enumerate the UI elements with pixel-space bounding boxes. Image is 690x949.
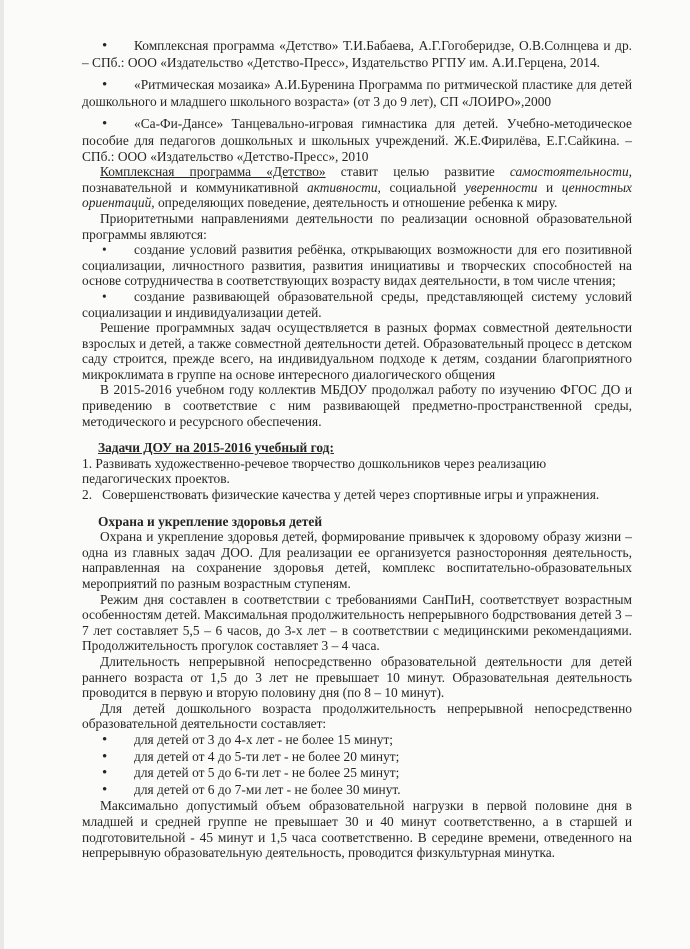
scan-edge xyxy=(0,0,4,949)
program-paragraph xyxy=(82,164,632,211)
reference-text: «Са-Фи-Дансе» Танцевально-игровая гимнастика для детей. Учебно-методическое пособие для педагогов дошкольных и школьных учреждений. Ж.Е.Фирилёва, Е.Г.Сайкина. – СПб.: ООО «Издательство «Детство-Пресс», 2010 xyxy=(82,116,632,164)
health-paragraph: Для детей дошкольного возраста продолжительность непрерывной непосредственно образовательной деятельности составляет: xyxy=(82,700,632,732)
bullet-icon: • xyxy=(102,731,108,748)
health-heading: Охрана и укрепление здоровья детей xyxy=(98,513,323,529)
bullet-icon: • xyxy=(102,288,107,304)
priority-text: создание развивающей образовательной среды, представляющей систему условий социализации и индивидуализации детей. xyxy=(82,288,632,320)
duration-list xyxy=(82,732,632,798)
bullet-icon: • xyxy=(102,765,108,782)
reference-text: «Ритмическая мозаика» А.И.Буренина Программа по ритмической пластике для детей дошкольного и младшего школьного возраста» (от 3 до 9 лет), СП «ЛОИРО»,2000 xyxy=(82,77,632,109)
program-text: социальной xyxy=(380,179,465,195)
program-emphasis: ценностных ориентаций, xyxy=(82,179,632,211)
duration-text: для детей от 5 до 6-ти лет - не более 25 минут; xyxy=(134,765,400,781)
tasks-heading-text: Задачи ДОУ на 2015-2016 учебный год: xyxy=(98,440,334,456)
health-paragraph: Максимально допустимый объем образовательной нагрузки в первой половине дня в младшей и средней группе не превышает 30 и 40 минут соответственно, а в старшей и подготовительной - 45 минут и 1,5 часа соответственно. В середине времени, отведенного на непрерывную образовательную деятельность, проводится физкультурная минутка. xyxy=(82,798,632,861)
task-text: Совершенствовать физические качества у детей через спортивные игры и упражнения. xyxy=(102,487,600,503)
priority-item xyxy=(82,289,632,320)
task-item xyxy=(82,487,632,503)
duration-text: для детей от 3 до 4-х лет - не более 15 минут; xyxy=(134,731,394,747)
task-item xyxy=(82,456,632,487)
tasks-heading xyxy=(98,440,632,456)
health-paragraph: Охрана и укрепление здоровья детей, формирование привычек к здоровому образу жизни – одна из главных задач ДОО. Для реализации ее организуется разносторонняя деятельность, направленная на сохранение здоровья детей, комплекс воспитательно-образовательных мероприятий по разным возрастным ступеням. xyxy=(82,529,632,591)
duration-item xyxy=(82,782,632,799)
bullet-icon: • xyxy=(102,242,107,258)
bullet-icon: • xyxy=(102,116,108,133)
program-title: Комплексная программа «Детство» xyxy=(100,164,326,180)
fgos-paragraph: В 2015-2016 учебном году коллектив МБДОУ продолжал работу по изучению ФГОС ДО и приведению в соответствие с ним развивающей предметно-пространственной среды, методического и ресурсного обеспечения. xyxy=(82,382,632,429)
duration-text: для детей от 4 до 5-ти лет - не более 20 минут; xyxy=(134,748,400,764)
bullet-icon: • xyxy=(102,781,108,798)
priority-text: создание условий развития ребёнка, открывающих возможности для его позитивной социализации, личностного развития, развития инициативы и творческих способностей на основе сотрудничества в соответствующих возрасту видах деятельности, в том числе чтения; xyxy=(82,242,632,289)
program-text: и xyxy=(537,179,562,195)
program-text: ставит целью развитие xyxy=(325,164,510,180)
health-paragraph: Режим дня составлен в соответствии с требованиями СанПиН, соответствует возрастным особенностям детей. Максимальная продолжительность непрерывного бодрствования детей 3 – 7 лет составляет 5,5 – 6 часов, до 3-х лет – в соответствии с медицинскими рекомендациями. Продолжительность прогулок составляет 3 – 4 часа. xyxy=(82,591,632,654)
program-emphasis: самостоятельности, xyxy=(509,164,632,180)
program-emphasis: активности, xyxy=(306,179,381,195)
reference-item xyxy=(82,116,632,164)
reference-item xyxy=(82,38,632,70)
duration-item xyxy=(82,765,632,782)
duration-text: для детей от 6 до 7-ми лет - не более 30 минут. xyxy=(134,781,401,797)
bullet-icon: • xyxy=(102,748,108,765)
bullet-icon: • xyxy=(102,38,108,54)
health-paragraph: Длительность непрерывной непосредственно образовательной деятельности для детей раннего возраста от 1,5 до 3 лет не превышает 10 минут. Образовательная деятельность проводится в первую и вторую половину дня (по 8 – 10 минут). xyxy=(82,653,632,701)
duration-item xyxy=(82,732,632,749)
program-emphasis: уверенности xyxy=(464,179,538,195)
priority-intro: Приоритетными направлениями деятельности по реализации основной образовательной программы являются: xyxy=(82,210,632,242)
task-text: Развивать художественно-речевое творчество дошкольников через реализацию педагогических проектов. xyxy=(82,455,547,487)
priority-item xyxy=(82,242,632,289)
program-text: познавательной и коммуникативной xyxy=(82,179,307,195)
solution-paragraph: Решение программных задач осуществляется в разных формах совместной деятельности взрослых и детей, а также совместной деятельности детей. Образовательный процесс в детском саду строится, прежде всего, на индивидуальном подходе к детям, создании благоприятного микроклимата в группе на основе интересного диалогического общения xyxy=(82,320,632,382)
reference-text: Комплексная программа «Детство» Т.И.Бабаева, А.Г.Гогоберидзе, О.В.Солнцева и др. – СПб.: ООО «Издательство «Детство-Пресс», Издательство РГПУ им. А.И.Герцена, 2014. xyxy=(82,38,632,70)
reference-list xyxy=(82,38,632,164)
program-text: определяющих поведение, деятельность и отношение ребенка к миру. xyxy=(154,195,558,211)
reference-item xyxy=(82,77,632,109)
task-number: 1. xyxy=(82,455,93,471)
bullet-icon: • xyxy=(102,77,108,94)
task-number: 2. xyxy=(82,487,93,503)
duration-item xyxy=(82,749,632,766)
